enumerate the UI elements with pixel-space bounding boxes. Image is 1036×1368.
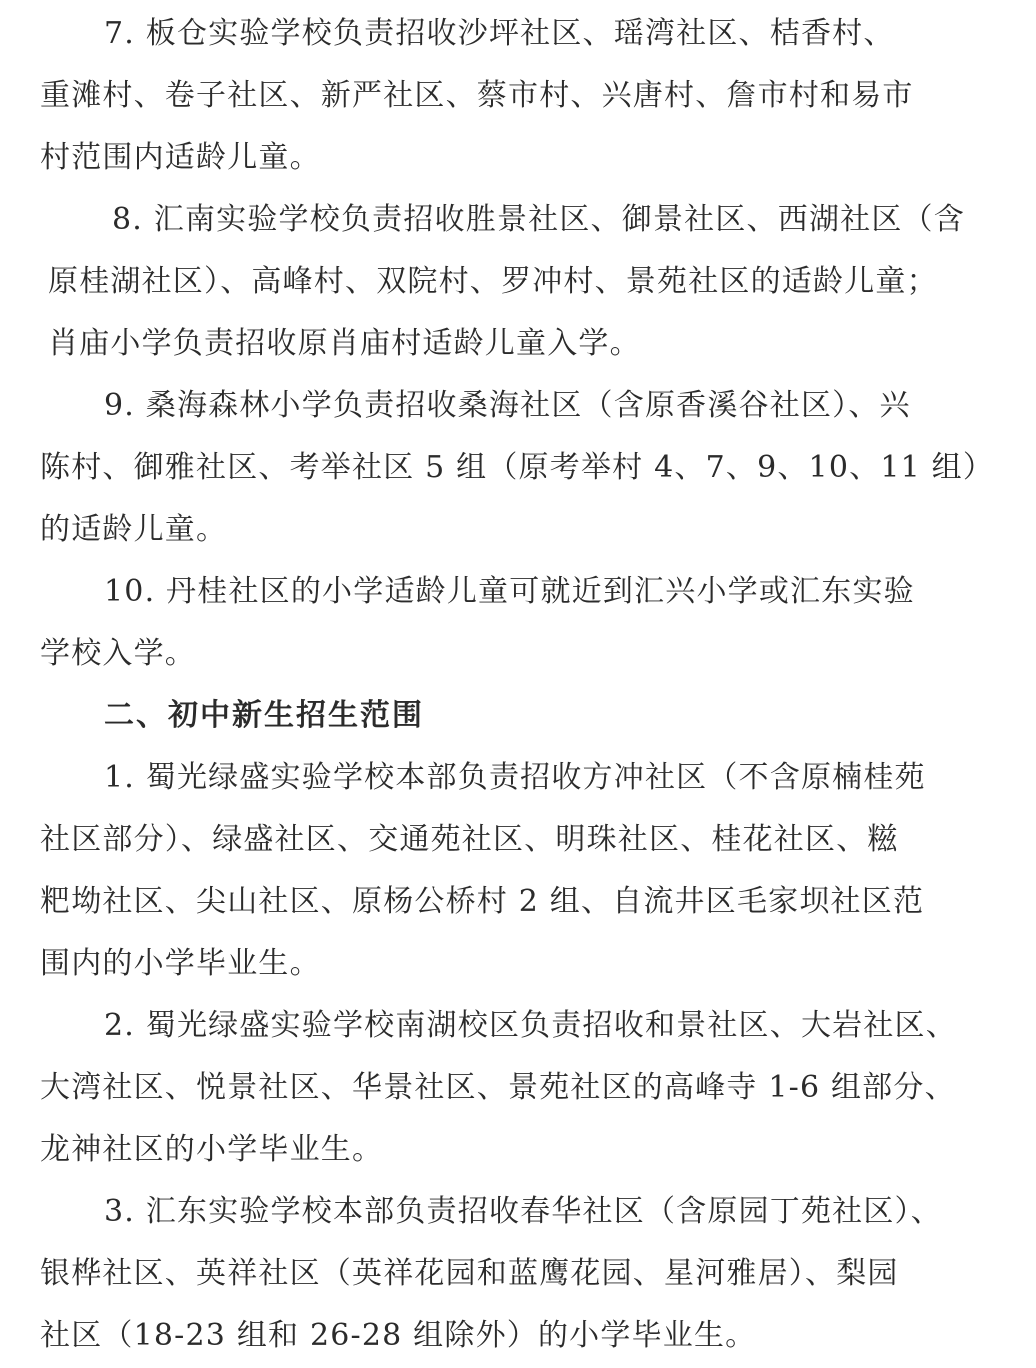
paragraph-7-line-2: 重滩村、卷子社区、新严社区、蔡市村、兴唐村、詹市村和易市 bbox=[40, 78, 914, 113]
paragraph-7-line-1: 7. 板仓实验学校负责招收沙坪社区、瑶湾社区、桔香村、 bbox=[104, 16, 895, 51]
paragraph-10-line-1: 10. 丹桂社区的小学适龄儿童可就近到汇兴小学或汇东实验 bbox=[104, 574, 915, 609]
junior-paragraph-1-line-3: 粑坳社区、尖山社区、原杨公桥村 2 组、自流井区毛家坝社区范 bbox=[40, 884, 925, 919]
junior-paragraph-1-line-1: 1. 蜀光绿盛实验学校本部负责招收方冲社区（不含原楠桂苑 bbox=[104, 760, 926, 795]
junior-paragraph-2-line-1: 2. 蜀光绿盛实验学校南湖校区负责招收和景社区、大岩社区、 bbox=[104, 1008, 957, 1043]
section-heading-junior-high: 二、初中新生招生范围 bbox=[104, 698, 424, 733]
paragraph-7-line-3: 村范围内适龄儿童。 bbox=[40, 140, 321, 175]
paragraph-8-line-2: 原桂湖社区）、高峰村、双院村、罗冲村、景苑社区的适龄儿童； bbox=[48, 264, 938, 299]
junior-paragraph-1-line-4: 围内的小学毕业生。 bbox=[40, 946, 321, 981]
paragraph-9-line-3: 的适龄儿童。 bbox=[40, 512, 228, 547]
junior-paragraph-2-line-3: 龙神社区的小学毕业生。 bbox=[40, 1132, 384, 1167]
junior-paragraph-3-line-3: 社区（18-23 组和 26-28 组除外）的小学毕业生。 bbox=[40, 1318, 757, 1353]
paragraph-9-line-1: 9. 桑海森林小学负责招收桑海社区（含原香溪谷社区）、兴 bbox=[104, 388, 911, 423]
paragraph-8-line-1: 8. 汇南实验学校负责招收胜景社区、御景社区、西湖社区（含 bbox=[112, 202, 965, 237]
paragraph-9-line-2: 陈村、御雅社区、考举社区 5 组（原考举村 4、7、9、10、11 组） bbox=[40, 450, 995, 485]
paragraph-10-line-2: 学校入学。 bbox=[40, 636, 196, 671]
junior-paragraph-3-line-1: 3. 汇东实验学校本部负责招收春华社区（含原园丁苑社区）、 bbox=[104, 1194, 942, 1229]
junior-paragraph-1-line-2: 社区部分）、绿盛社区、交通苑社区、明珠社区、桂花社区、糍 bbox=[40, 822, 899, 857]
junior-paragraph-2-line-2: 大湾社区、悦景社区、华景社区、景苑社区的高峰寺 1-6 组部分、 bbox=[40, 1070, 956, 1105]
junior-paragraph-3-line-2: 银桦社区、英祥社区（英祥花园和蓝鹰花园、星河雅居）、梨园 bbox=[40, 1256, 899, 1291]
paragraph-8-line-3: 肖庙小学负责招收原肖庙村适龄儿童入学。 bbox=[48, 326, 641, 361]
